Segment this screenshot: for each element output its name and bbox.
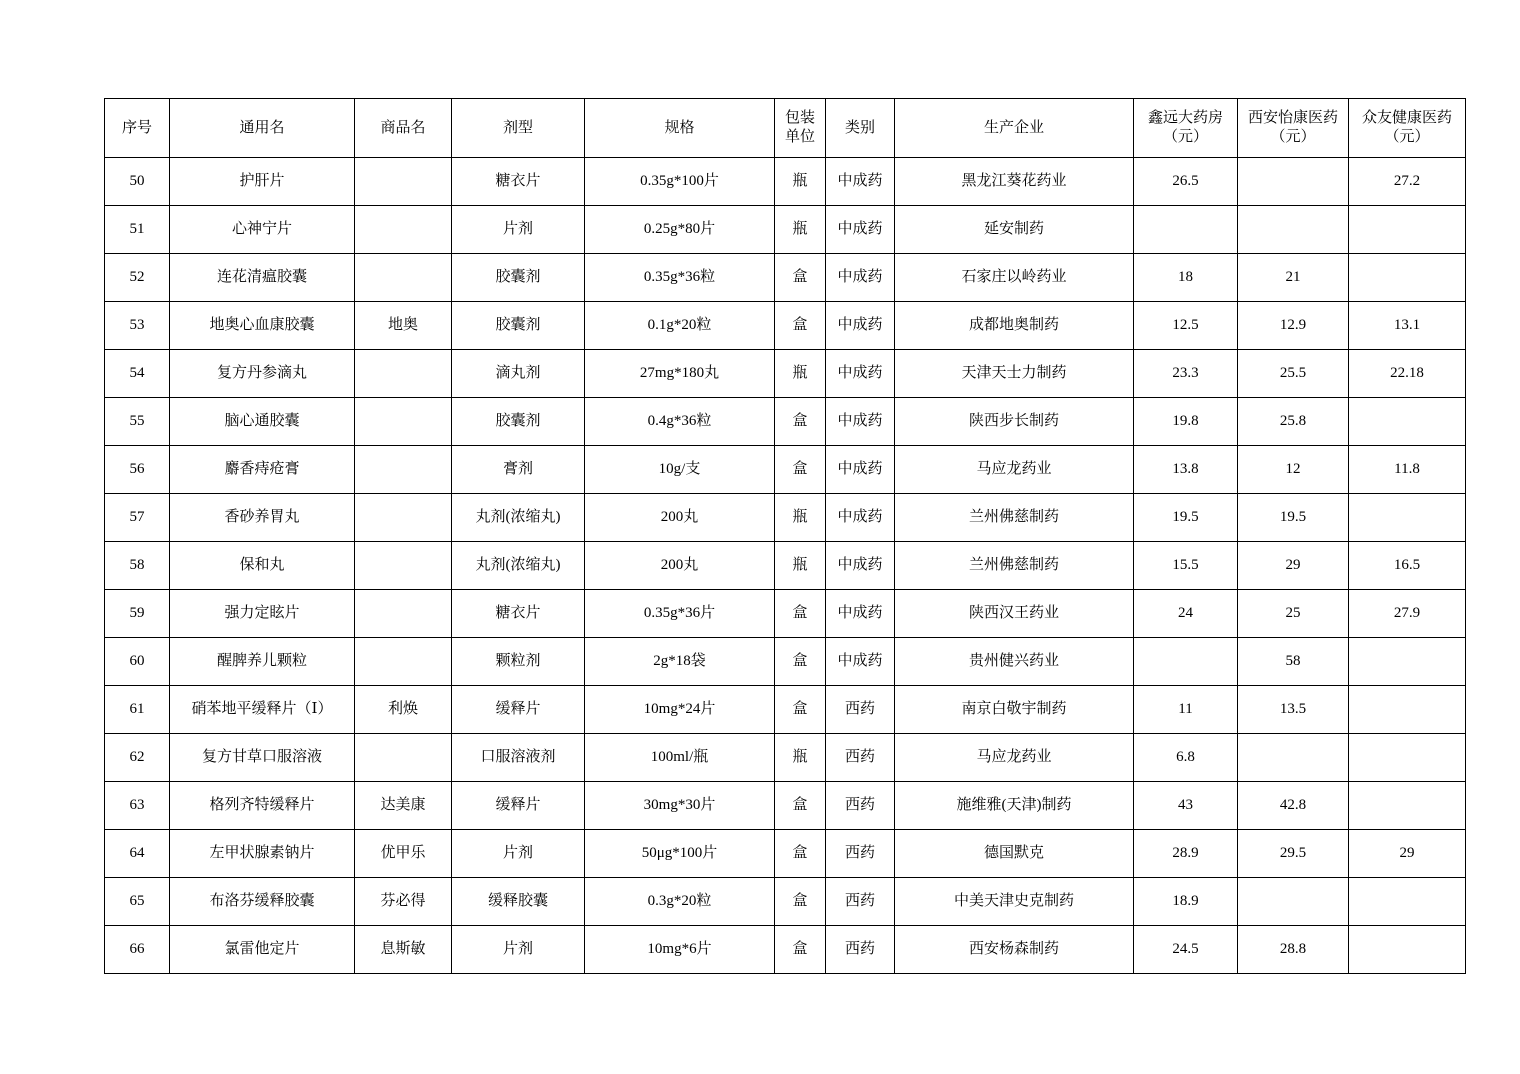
cell-generic-name: 醒脾养儿颗粒 <box>170 638 355 686</box>
table-row <box>105 830 1466 878</box>
cell-dosage-form: 片剂 <box>452 926 585 974</box>
cell-no: 57 <box>105 494 170 542</box>
cell-generic-name: 保和丸 <box>170 542 355 590</box>
cell-spec: 0.25g*80片 <box>585 206 775 254</box>
cell-brand-name: 芬必得 <box>355 878 452 926</box>
cell-no: 54 <box>105 350 170 398</box>
cell-pack-unit: 盒 <box>775 254 826 302</box>
table-row <box>105 734 1466 782</box>
cell-manufacturer: 德国默克 <box>895 830 1134 878</box>
cell-manufacturer: 贵州健兴药业 <box>895 638 1134 686</box>
cell-price-yikang: 25.8 <box>1238 398 1349 446</box>
table-row <box>105 494 1466 542</box>
cell-category: 中成药 <box>826 542 895 590</box>
cell-generic-name: 麝香痔疮膏 <box>170 446 355 494</box>
cell-pack-unit: 瓶 <box>775 158 826 206</box>
table-row <box>105 542 1466 590</box>
cell-price-zhongyou: 16.5 <box>1349 542 1466 590</box>
cell-price-xinyuan: 19.8 <box>1134 398 1238 446</box>
cell-no: 58 <box>105 542 170 590</box>
cell-price-xinyuan: 13.8 <box>1134 446 1238 494</box>
cell-no: 55 <box>105 398 170 446</box>
cell-pack-unit: 盒 <box>775 926 826 974</box>
cell-manufacturer: 成都地奥制药 <box>895 302 1134 350</box>
cell-spec: 10mg*6片 <box>585 926 775 974</box>
cell-price-yikang: 25 <box>1238 590 1349 638</box>
cell-no: 53 <box>105 302 170 350</box>
cell-category: 中成药 <box>826 638 895 686</box>
cell-price-yikang: 29 <box>1238 542 1349 590</box>
cell-manufacturer: 西安杨森制药 <box>895 926 1134 974</box>
column-header-price-zhongyou-line1: 众友健康医药 <box>1361 110 1452 127</box>
cell-pack-unit: 瓶 <box>775 350 826 398</box>
cell-category: 中成药 <box>826 254 895 302</box>
cell-spec: 10mg*24片 <box>585 686 775 734</box>
cell-pack-unit: 盒 <box>775 830 826 878</box>
cell-category: 中成药 <box>826 446 895 494</box>
cell-no: 64 <box>105 830 170 878</box>
cell-price-zhongyou <box>1349 398 1466 446</box>
cell-category: 中成药 <box>826 494 895 542</box>
cell-pack-unit: 盒 <box>775 446 826 494</box>
cell-price-xinyuan: 19.5 <box>1134 494 1238 542</box>
cell-category: 中成药 <box>826 158 895 206</box>
cell-price-zhongyou <box>1349 686 1466 734</box>
cell-price-yikang <box>1238 734 1349 782</box>
cell-spec: 100ml/瓶 <box>585 734 775 782</box>
cell-dosage-form: 缓释片 <box>452 686 585 734</box>
cell-category: 西药 <box>826 686 895 734</box>
cell-generic-name: 硝苯地平缓释片（Ⅰ） <box>170 686 355 734</box>
cell-spec: 0.35g*100片 <box>585 158 775 206</box>
cell-manufacturer: 马应龙药业 <box>895 734 1134 782</box>
cell-category: 西药 <box>826 926 895 974</box>
cell-no: 50 <box>105 158 170 206</box>
cell-spec: 30mg*30片 <box>585 782 775 830</box>
cell-spec: 10g/支 <box>585 446 775 494</box>
column-header-price-zhongyou-line2: （元） <box>1384 129 1430 145</box>
cell-price-yikang: 28.8 <box>1238 926 1349 974</box>
cell-price-zhongyou: 22.18 <box>1349 350 1466 398</box>
cell-generic-name: 连花清瘟胶囊 <box>170 254 355 302</box>
table-row <box>105 350 1466 398</box>
cell-category: 西药 <box>826 830 895 878</box>
cell-price-yikang <box>1238 158 1349 206</box>
cell-price-yikang: 19.5 <box>1238 494 1349 542</box>
column-header-dosage-form: 剂型 <box>452 99 585 158</box>
cell-brand-name <box>355 398 452 446</box>
table-header <box>105 99 1466 158</box>
cell-no: 56 <box>105 446 170 494</box>
column-header-pack-unit-line2: 单位 <box>784 129 815 145</box>
cell-no: 59 <box>105 590 170 638</box>
cell-spec: 200丸 <box>585 494 775 542</box>
table-row <box>105 206 1466 254</box>
cell-dosage-form: 丸剂(浓缩丸) <box>452 494 585 542</box>
cell-price-xinyuan <box>1134 638 1238 686</box>
cell-price-yikang: 29.5 <box>1238 830 1349 878</box>
cell-price-yikang: 21 <box>1238 254 1349 302</box>
cell-dosage-form: 胶囊剂 <box>452 254 585 302</box>
cell-price-xinyuan: 24.5 <box>1134 926 1238 974</box>
cell-spec: 200丸 <box>585 542 775 590</box>
cell-pack-unit: 瓶 <box>775 206 826 254</box>
cell-generic-name: 地奥心血康胶囊 <box>170 302 355 350</box>
cell-brand-name <box>355 446 452 494</box>
cell-dosage-form: 丸剂(浓缩丸) <box>452 542 585 590</box>
cell-brand-name <box>355 350 452 398</box>
cell-manufacturer: 中美天津史克制药 <box>895 878 1134 926</box>
cell-price-xinyuan: 26.5 <box>1134 158 1238 206</box>
cell-generic-name: 布洛芬缓释胶囊 <box>170 878 355 926</box>
cell-category: 中成药 <box>826 590 895 638</box>
cell-price-zhongyou: 11.8 <box>1349 446 1466 494</box>
cell-brand-name: 利焕 <box>355 686 452 734</box>
table-row <box>105 254 1466 302</box>
cell-price-zhongyou: 29 <box>1349 830 1466 878</box>
cell-price-xinyuan: 28.9 <box>1134 830 1238 878</box>
cell-no: 62 <box>105 734 170 782</box>
table-row <box>105 878 1466 926</box>
table-header-row <box>105 99 1466 158</box>
cell-pack-unit: 盒 <box>775 638 826 686</box>
column-header-generic-name: 通用名 <box>170 99 355 158</box>
cell-generic-name: 护肝片 <box>170 158 355 206</box>
column-header-price-xinyuan-line1: 鑫远大药房 <box>1147 110 1223 127</box>
cell-pack-unit: 盒 <box>775 878 826 926</box>
cell-price-zhongyou <box>1349 926 1466 974</box>
cell-no: 61 <box>105 686 170 734</box>
cell-price-xinyuan: 23.3 <box>1134 350 1238 398</box>
cell-price-xinyuan: 18.9 <box>1134 878 1238 926</box>
cell-manufacturer: 马应龙药业 <box>895 446 1134 494</box>
cell-price-zhongyou <box>1349 638 1466 686</box>
cell-generic-name: 香砂养胃丸 <box>170 494 355 542</box>
cell-manufacturer: 延安制药 <box>895 206 1134 254</box>
cell-spec: 0.3g*20粒 <box>585 878 775 926</box>
cell-generic-name: 格列齐特缓释片 <box>170 782 355 830</box>
cell-category: 中成药 <box>826 398 895 446</box>
cell-dosage-form: 片剂 <box>452 206 585 254</box>
table-row <box>105 302 1466 350</box>
cell-manufacturer: 兰州佛慈制药 <box>895 542 1134 590</box>
cell-generic-name: 强力定眩片 <box>170 590 355 638</box>
cell-price-xinyuan <box>1134 206 1238 254</box>
cell-price-xinyuan: 12.5 <box>1134 302 1238 350</box>
cell-price-zhongyou: 27.2 <box>1349 158 1466 206</box>
cell-price-yikang: 12.9 <box>1238 302 1349 350</box>
cell-price-xinyuan: 15.5 <box>1134 542 1238 590</box>
cell-pack-unit: 盒 <box>775 398 826 446</box>
column-header-price-yikang-line2: （元） <box>1270 129 1316 145</box>
cell-price-yikang <box>1238 206 1349 254</box>
column-header-manufacturer: 生产企业 <box>895 99 1134 158</box>
cell-dosage-form: 胶囊剂 <box>452 398 585 446</box>
cell-price-zhongyou: 27.9 <box>1349 590 1466 638</box>
table-row <box>105 590 1466 638</box>
cell-spec: 0.35g*36片 <box>585 590 775 638</box>
table-row <box>105 782 1466 830</box>
cell-brand-name: 达美康 <box>355 782 452 830</box>
column-header-brand-name: 商品名 <box>355 99 452 158</box>
cell-spec: 2g*18袋 <box>585 638 775 686</box>
cell-dosage-form: 滴丸剂 <box>452 350 585 398</box>
cell-price-yikang <box>1238 878 1349 926</box>
cell-pack-unit: 瓶 <box>775 494 826 542</box>
cell-pack-unit: 盒 <box>775 302 826 350</box>
cell-brand-name <box>355 494 452 542</box>
column-header-pack-unit-line1: 包装 <box>784 110 815 127</box>
cell-price-xinyuan: 6.8 <box>1134 734 1238 782</box>
cell-pack-unit: 瓶 <box>775 734 826 782</box>
cell-price-xinyuan: 11 <box>1134 686 1238 734</box>
cell-dosage-form: 口服溶液剂 <box>452 734 585 782</box>
table-row <box>105 926 1466 974</box>
column-header-spec: 规格 <box>585 99 775 158</box>
cell-price-yikang: 12 <box>1238 446 1349 494</box>
cell-brand-name <box>355 590 452 638</box>
cell-pack-unit: 瓶 <box>775 542 826 590</box>
cell-price-xinyuan: 43 <box>1134 782 1238 830</box>
drug-price-table-container <box>104 98 1452 974</box>
cell-no: 51 <box>105 206 170 254</box>
cell-category: 中成药 <box>826 350 895 398</box>
cell-price-yikang: 58 <box>1238 638 1349 686</box>
cell-no: 60 <box>105 638 170 686</box>
column-header-price-yikang-line1: 西安怡康医药 <box>1247 110 1338 127</box>
cell-brand-name <box>355 158 452 206</box>
cell-generic-name: 复方甘草口服溶液 <box>170 734 355 782</box>
table-row <box>105 158 1466 206</box>
cell-no: 66 <box>105 926 170 974</box>
cell-no: 63 <box>105 782 170 830</box>
cell-spec: 50μg*100片 <box>585 830 775 878</box>
cell-category: 西药 <box>826 734 895 782</box>
cell-dosage-form: 颗粒剂 <box>452 638 585 686</box>
cell-price-zhongyou <box>1349 782 1466 830</box>
cell-category: 中成药 <box>826 206 895 254</box>
cell-price-xinyuan: 24 <box>1134 590 1238 638</box>
cell-manufacturer: 石家庄以岭药业 <box>895 254 1134 302</box>
table-row <box>105 446 1466 494</box>
cell-manufacturer: 南京白敬宇制药 <box>895 686 1134 734</box>
column-header-category: 类别 <box>826 99 895 158</box>
column-header-price-xinyuan <box>1134 99 1238 158</box>
cell-price-zhongyou <box>1349 734 1466 782</box>
cell-manufacturer: 黑龙江葵花药业 <box>895 158 1134 206</box>
cell-category: 西药 <box>826 782 895 830</box>
cell-manufacturer: 施维雅(天津)制药 <box>895 782 1134 830</box>
cell-price-yikang: 25.5 <box>1238 350 1349 398</box>
cell-brand-name <box>355 206 452 254</box>
table-row <box>105 686 1466 734</box>
cell-price-xinyuan: 18 <box>1134 254 1238 302</box>
cell-manufacturer: 兰州佛慈制药 <box>895 494 1134 542</box>
cell-brand-name: 优甲乐 <box>355 830 452 878</box>
cell-brand-name <box>355 734 452 782</box>
column-header-pack-unit <box>775 99 826 158</box>
drug-price-table <box>104 98 1466 974</box>
cell-dosage-form: 缓释片 <box>452 782 585 830</box>
cell-price-zhongyou <box>1349 494 1466 542</box>
cell-category: 中成药 <box>826 302 895 350</box>
column-header-price-zhongyou <box>1349 99 1466 158</box>
cell-generic-name: 心神宁片 <box>170 206 355 254</box>
cell-pack-unit: 盒 <box>775 590 826 638</box>
cell-price-zhongyou <box>1349 878 1466 926</box>
cell-brand-name <box>355 542 452 590</box>
table-body <box>105 158 1466 974</box>
cell-spec: 0.1g*20粒 <box>585 302 775 350</box>
cell-manufacturer: 陕西步长制药 <box>895 398 1134 446</box>
cell-generic-name: 复方丹参滴丸 <box>170 350 355 398</box>
cell-price-yikang: 13.5 <box>1238 686 1349 734</box>
cell-category: 西药 <box>826 878 895 926</box>
column-header-price-yikang <box>1238 99 1349 158</box>
cell-no: 52 <box>105 254 170 302</box>
cell-price-zhongyou: 13.1 <box>1349 302 1466 350</box>
cell-manufacturer: 天津天士力制药 <box>895 350 1134 398</box>
cell-pack-unit: 盒 <box>775 686 826 734</box>
table-row <box>105 638 1466 686</box>
cell-dosage-form: 膏剂 <box>452 446 585 494</box>
cell-manufacturer: 陕西汉王药业 <box>895 590 1134 638</box>
cell-generic-name: 左甲状腺素钠片 <box>170 830 355 878</box>
cell-spec: 0.4g*36粒 <box>585 398 775 446</box>
column-header-price-xinyuan-line2: （元） <box>1162 129 1208 145</box>
cell-brand-name <box>355 254 452 302</box>
cell-brand-name <box>355 638 452 686</box>
table-row <box>105 398 1466 446</box>
cell-pack-unit: 盒 <box>775 782 826 830</box>
cell-generic-name: 脑心通胶囊 <box>170 398 355 446</box>
cell-spec: 27mg*180丸 <box>585 350 775 398</box>
cell-generic-name: 氯雷他定片 <box>170 926 355 974</box>
column-header-no: 序号 <box>105 99 170 158</box>
cell-no: 65 <box>105 878 170 926</box>
cell-dosage-form: 糖衣片 <box>452 158 585 206</box>
cell-spec: 0.35g*36粒 <box>585 254 775 302</box>
cell-dosage-form: 片剂 <box>452 830 585 878</box>
cell-brand-name: 地奥 <box>355 302 452 350</box>
cell-dosage-form: 缓释胶囊 <box>452 878 585 926</box>
cell-price-yikang: 42.8 <box>1238 782 1349 830</box>
cell-dosage-form: 糖衣片 <box>452 590 585 638</box>
cell-dosage-form: 胶囊剂 <box>452 302 585 350</box>
cell-brand-name: 息斯敏 <box>355 926 452 974</box>
cell-price-zhongyou <box>1349 254 1466 302</box>
cell-price-zhongyou <box>1349 206 1466 254</box>
